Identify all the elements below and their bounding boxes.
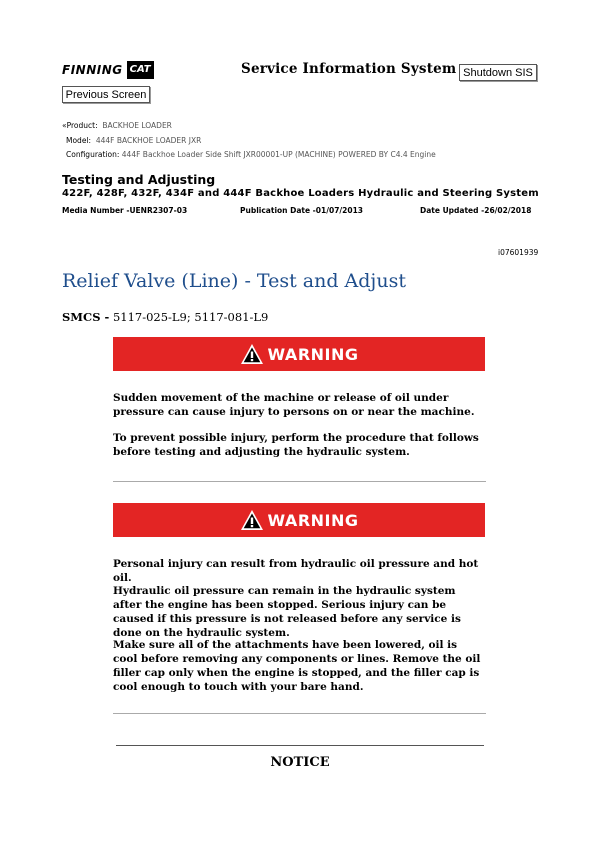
config-value: 444F Backhoe Loader Side Shift JXR00001-UP (MACHINE) POWERED BY C4.4 Engine [121, 150, 436, 159]
product-value: BACKHOE LOADER [102, 121, 172, 130]
model-label: Model: [66, 136, 92, 145]
notice-heading: NOTICE [270, 755, 330, 770]
warning-triangle-icon [240, 343, 264, 365]
warning-label: WARNING [267, 510, 359, 530]
warning-paragraph: Sudden movement of the machine or release of oil under pressure can cause injury to persons on or near the machine. [113, 392, 475, 418]
notice-divider [116, 745, 484, 746]
section-title: Testing and Adjusting [62, 172, 216, 187]
smcs-label: SMCS - [62, 310, 110, 324]
configuration-line [66, 150, 436, 159]
publication-date: Publication Date -01/07/2013 [240, 206, 364, 215]
product-label: Product: [66, 121, 98, 130]
system-title: Service Information System [241, 61, 457, 77]
divider [113, 481, 486, 482]
previous-screen-button[interactable]: Previous Screen [62, 86, 150, 103]
section-subtitle: 422F, 428F, 432F, 434F and 444F Backhoe Loaders Hydraulic and Steering System [62, 188, 539, 199]
cat-badge: CAT [127, 61, 154, 79]
shutdown-sis-button[interactable]: Shutdown SIS [459, 64, 537, 81]
warning-banner [113, 337, 485, 371]
finning-cat-logo [62, 58, 154, 82]
warning-paragraph: To prevent possible injury, perform the procedure that follows before testing and adjusting the hydraulic system. [113, 432, 479, 458]
warning-paragraph: Personal injury can result from hydraulic oil pressure and hot oil. [113, 558, 479, 584]
back-arrow-icon[interactable]: « [62, 121, 67, 130]
product-line [62, 121, 172, 130]
warning-banner [113, 503, 485, 537]
page-title: Relief Valve (Line) - Test and Adjust [62, 270, 406, 292]
document-id: i07601939 [498, 248, 539, 257]
warning-paragraph: Hydraulic oil pressure can remain in the hydraulic system after the engine has been stopped. Serious injury can be caused if this pressure is not released before any service is done on the hydraulic system. [113, 585, 461, 639]
media-number: Media Number -UENR2307-03 [62, 206, 188, 215]
warning-label: WARNING [267, 344, 359, 364]
date-updated: Date Updated -26/02/2018 [420, 206, 532, 215]
warning-paragraph: Make sure all of the attachments have been lowered, oil is cool before removing any components or lines. Remove the oil filler cap only when the engine is stopped, and the filler cap is cool enough to touch with your bare hand. [113, 639, 481, 693]
model-line [66, 136, 201, 145]
divider [113, 713, 486, 714]
model-value: 444F BACKHOE LOADER JXR [95, 136, 202, 145]
smcs-line [62, 310, 268, 324]
config-label: Configuration: [66, 150, 120, 159]
smcs-codes: 5117-025-L9; 5117-081-L9 [112, 310, 269, 324]
logo-text: FINNING [62, 63, 123, 77]
warning-triangle-icon [240, 509, 264, 531]
